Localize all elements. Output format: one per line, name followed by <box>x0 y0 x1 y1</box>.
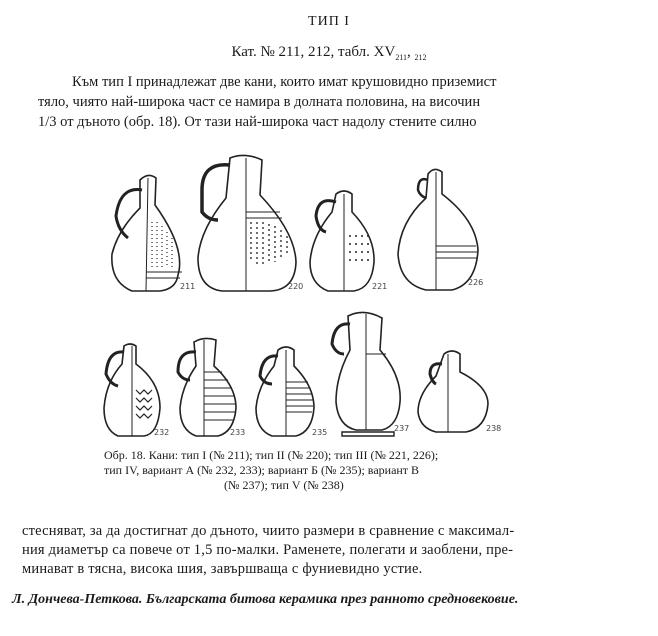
paragraph-line: тяло, чиято най-широка част се намира в долната половина, на височин <box>38 94 481 110</box>
caption-line: (№ 237); тип V (№ 238) <box>224 478 344 492</box>
jug-226-drawing <box>398 169 478 290</box>
jug-237-drawing <box>332 312 400 436</box>
plate-sub-2: 212 <box>414 53 427 62</box>
jug-label-211: 211 <box>180 282 196 291</box>
jug-211-drawing <box>112 175 182 291</box>
plate-sub-1: 211 <box>395 53 408 62</box>
jug-label-221: 221 <box>372 282 388 291</box>
paragraph-bottom <box>22 522 632 579</box>
jug-label-220: 220 <box>288 282 304 291</box>
paragraph-line: минават в тясна, висока шия, завършваща с фуниевидно устие. <box>22 561 423 577</box>
jug-label-238: 238 <box>486 424 502 433</box>
figure-caption <box>104 448 524 493</box>
jug-label-226: 226 <box>468 278 484 287</box>
jug-label-232: 232 <box>154 428 170 437</box>
plate-number: XV <box>373 44 396 60</box>
paragraph-line: стесняват, за да достигнат до дъното, чиито размери в сравнение с максимал- <box>22 523 515 539</box>
source-citation: Л. Дончева-Петкова. Българската битова керамика през ранното средновековие. <box>12 592 519 607</box>
paragraph-line: 1/3 от дъното (обр. 18). От тази най-широка част надолу стените силно <box>38 114 477 130</box>
jug-235-drawing <box>256 347 314 436</box>
jugs-figure <box>90 150 520 445</box>
jug-233-drawing <box>178 338 236 436</box>
caption-line: Обр. 18. Кани: тип I (№ 211); тип II (№ 220); тип III (№ 221, 226); <box>104 448 439 462</box>
jug-221-drawing <box>310 191 374 291</box>
plate-sep: , <box>407 44 411 60</box>
caption-line: тип IV, вариант А (№ 232, 233); вариант Б (№ 235); вариант В <box>104 463 420 477</box>
jug-label-233: 233 <box>230 428 246 437</box>
jug-label-235: 235 <box>312 428 328 437</box>
jug-232-drawing <box>104 344 160 436</box>
jug-220-drawing <box>198 155 296 291</box>
catalog-text: Кат. № 211, 212, табл. <box>231 44 370 60</box>
paragraph-line: Към тип I принадлежат две кани, които имат крушовидно приземист <box>72 74 497 90</box>
paragraph-line: ния диаметър са повече от 1,5 по-малки. Раменете, полегати и заоблени, пре- <box>22 542 514 558</box>
jug-label-237: 237 <box>394 424 410 433</box>
paragraph-top <box>38 72 638 132</box>
catalog-reference <box>0 44 658 62</box>
jug-238-drawing <box>418 351 488 432</box>
section-heading: ТИП I <box>308 14 350 29</box>
